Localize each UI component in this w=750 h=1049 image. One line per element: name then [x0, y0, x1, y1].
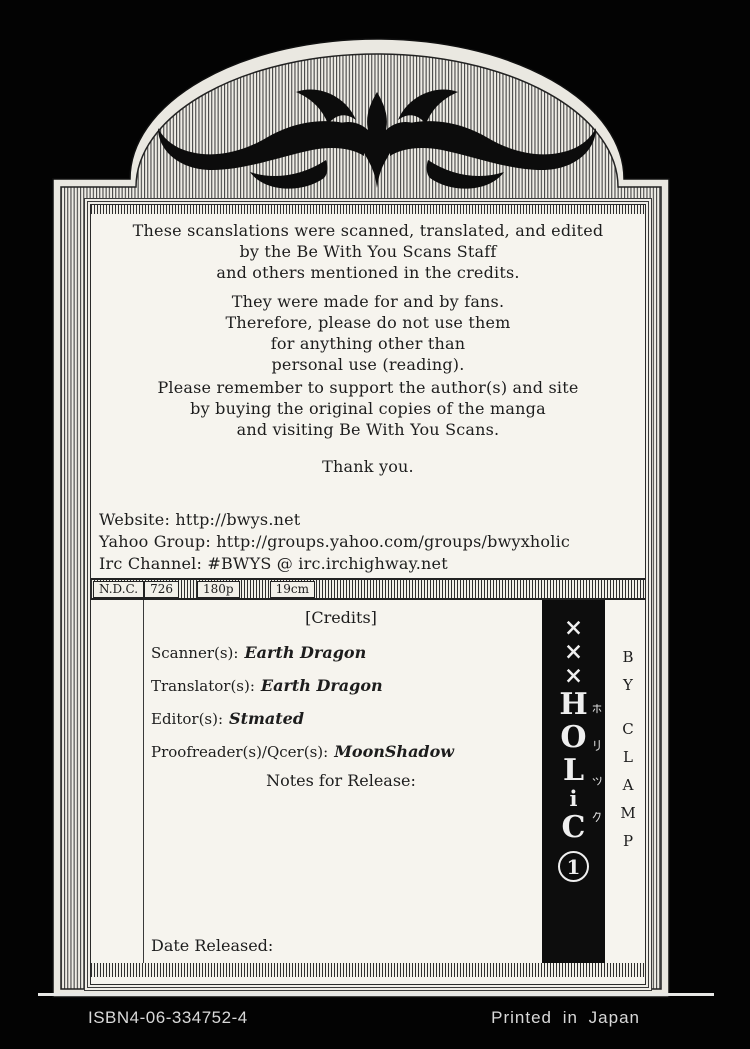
credit-value: Earth Dragon	[244, 643, 367, 662]
contact-info	[91, 509, 645, 575]
byline-char: A	[622, 776, 634, 794]
credits-left-rule	[143, 600, 144, 963]
credit-row-proofreader	[151, 742, 531, 761]
paper	[90, 204, 646, 985]
website-url: Website: http://bwys.net	[99, 510, 301, 529]
notice-line: Please remember to support the author(s) and site	[157, 378, 579, 397]
spine-title-char: C	[561, 810, 586, 845]
byline-char: B	[622, 648, 634, 666]
kana-ho-icon	[591, 702, 603, 716]
volume-number-badge: 1	[558, 851, 589, 882]
spine-title-char: ×	[563, 662, 584, 689]
ndc-label: N.D.C.	[93, 581, 144, 598]
kana-furigana-column	[591, 702, 603, 824]
spine-title-char: ×	[563, 614, 584, 641]
byline-char: M	[620, 804, 636, 822]
credits-section	[91, 600, 645, 963]
credit-label: Proofreader(s)/Qcer(s):	[151, 743, 329, 761]
yahoo-group-url: Yahoo Group: http://groups.yahoo.com/groups/bwyxholic	[99, 532, 571, 551]
author-byline	[615, 648, 641, 850]
kana-tsu-icon	[591, 774, 603, 788]
ndc-size: 19cm	[270, 581, 315, 598]
ndc-pages: 180p	[197, 581, 240, 598]
top-hatch-fringe	[91, 205, 645, 214]
byline-char: C	[622, 720, 634, 738]
notice-line: by the Be With You Scans Staff	[239, 242, 497, 261]
notice-paragraph	[91, 220, 645, 283]
notice-line: by buying the original copies of the manga	[190, 399, 546, 418]
credit-value: Earth Dragon	[260, 676, 383, 695]
ndc-code: 726	[144, 581, 179, 598]
credit-value: Stmated	[229, 709, 305, 728]
notice-paragraph	[91, 291, 645, 375]
credits-heading: [Credits]	[305, 608, 377, 627]
byline-char: P	[622, 832, 634, 850]
credit-label: Editor(s):	[151, 710, 224, 728]
notice-line: and visiting Be With You Scans.	[236, 420, 500, 439]
printed-in-japan-text: Printed in Japan	[491, 1008, 640, 1027]
credit-label: Scanner(s):	[151, 644, 239, 662]
notice-line: They were made for and by fans.	[231, 292, 505, 311]
spine-title-char: L	[562, 753, 585, 788]
notice-line: personal use (reading).	[271, 355, 465, 374]
credits-list	[151, 600, 531, 790]
kana-ku-icon	[591, 810, 603, 824]
footer-bar	[0, 1006, 750, 1036]
credit-value: MoonShadow	[334, 742, 455, 761]
notice-line: for anything other than	[270, 334, 466, 353]
footer-separator	[38, 993, 714, 996]
spine-title-char: i	[569, 786, 578, 811]
byline-char: Y	[623, 676, 633, 694]
spine-title-char: ×	[563, 638, 584, 665]
scanlation-notice	[91, 220, 645, 477]
byline-char: L	[623, 748, 633, 766]
isbn-text: ISBN4-06-334752-4	[88, 1008, 248, 1027]
notice-line: Therefore, please do not use them	[225, 313, 511, 332]
date-released-label: Date Released:	[151, 936, 274, 955]
credit-row-scanner	[151, 643, 531, 662]
credit-label: Translator(s):	[151, 677, 255, 695]
spine-title-char: O	[560, 720, 587, 755]
thank-you-text: Thank you.	[322, 457, 414, 476]
credit-row-editor	[151, 709, 531, 728]
notice-paragraph	[91, 377, 645, 440]
notes-for-release-label: Notes for Release:	[266, 771, 416, 790]
notice-line: and others mentioned in the credits.	[216, 263, 520, 282]
ndc-classification-bar	[91, 578, 645, 600]
series-spine-banner	[542, 600, 605, 963]
bottom-hatch-fringe	[91, 963, 645, 977]
irc-channel: Irc Channel: #BWYS @ irc.irchighway.net	[99, 554, 448, 573]
kana-ri-icon	[591, 738, 603, 752]
notice-line: These scanslations were scanned, translated, and edited	[132, 221, 604, 240]
spine-title-char: H	[559, 687, 588, 722]
credit-row-translator	[151, 676, 531, 695]
